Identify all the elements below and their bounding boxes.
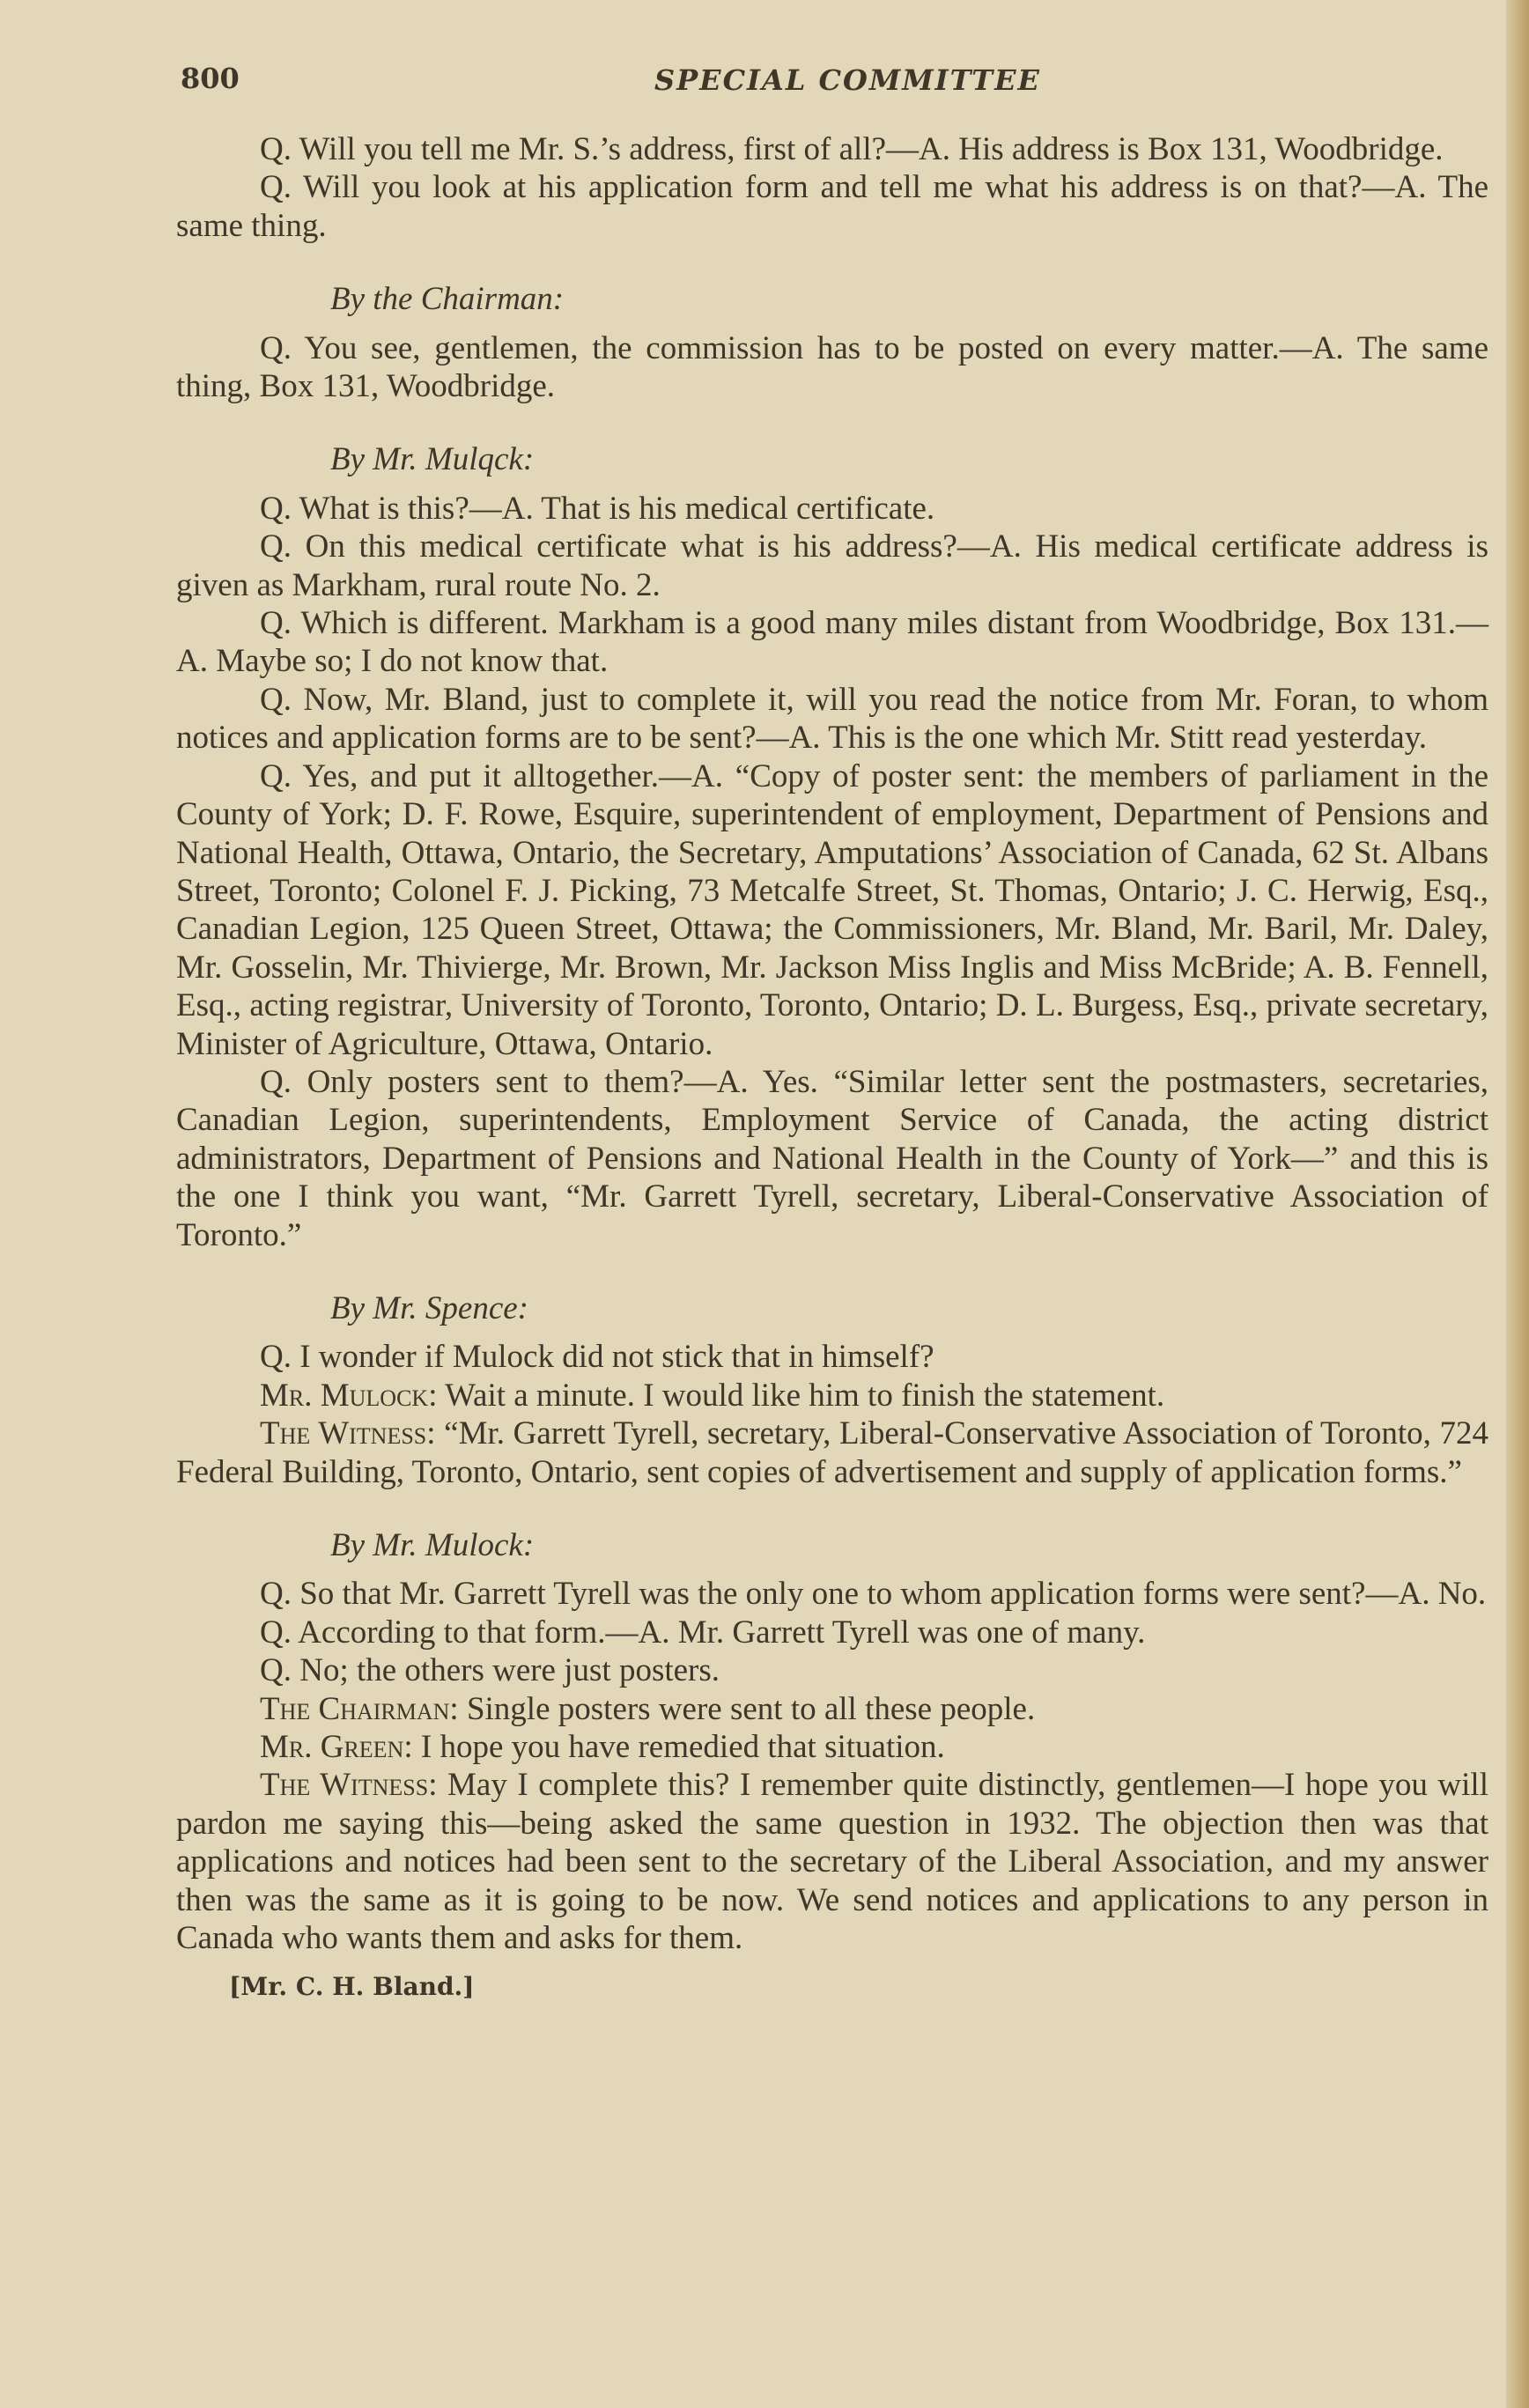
speech-text: : Single posters were sent to all these people.	[449, 1690, 1036, 1727]
transcript-paragraph: Q. Will you look at his application form and tell me what his address is on that?—A. The same thing.	[176, 169, 1488, 244]
page-edge	[1506, 0, 1529, 2408]
running-head: SPECIAL COMMITTEE	[654, 63, 1041, 97]
transcript-paragraph: Q. On this medical certificate what is his address?—A. His medical certificate address is given as Markham, rural route No. 2.	[176, 528, 1488, 603]
speaker-name: Mr. Mulock	[260, 1377, 429, 1414]
examiner-heading: By the Chairman:	[330, 281, 565, 318]
speech-paragraph	[176, 1377, 1488, 1415]
examiner-heading: By Mr. Spence:	[330, 1289, 528, 1326]
speech-paragraph	[176, 1690, 1488, 1728]
transcript-paragraph: Q. Only posters sent to them?—A. Yes. “Similar letter sent the postmasters, secretaries, Canadian Legion, superintendents, Employment Service of Canada, the acting district administrators, Department of Pensions and National Health in the County of York—” and this is the one I think you want, “Mr. Garrett Tyrell, secretary, Liberal-Conservative Association of Toronto.”	[176, 1063, 1488, 1253]
transcript-body	[176, 130, 1488, 2006]
witness-footer-note: [Mr. C. H. Bland.]	[229, 1972, 475, 2002]
examiner-heading: By Mr. Mulock:	[330, 1527, 535, 1563]
examiner-heading: By Mr. Mulqck:	[330, 441, 535, 478]
speaker-name: The Witness	[260, 1767, 429, 1804]
transcript-paragraph: Q. According to that form.—A. Mr. Garrett Tyrell was one of many.	[260, 1614, 1146, 1651]
transcript-paragraph: Q. What is this?—A. That is his medical certificate.	[260, 490, 935, 527]
speaker-name: Mr. Green	[260, 1729, 404, 1766]
transcript-paragraph: Q. Now, Mr. Bland, just to complete it, will you read the notice from Mr. Foran, to whom notices and application forms are to be sent?—A. This is the one which Mr. Stitt read yesterday.	[176, 681, 1488, 757]
speech-paragraph	[176, 1415, 1488, 1491]
transcript-paragraph: Q. I wonder if Mulock did not stick that in himself?	[260, 1339, 934, 1376]
transcript-paragraph: Q. So that Mr. Garrett Tyrell was the only one to whom application forms were sent?—A. No.	[260, 1576, 1487, 1613]
page-number: 800	[181, 62, 240, 95]
speech-text: : Wait a minute. I would like him to finish the statement.	[428, 1377, 1165, 1414]
transcript-paragraph: Q. Which is different. Markham is a good many miles distant from Woodbridge, Box 131.—A. Maybe so; I do not know that.	[176, 605, 1488, 680]
speech-paragraph	[176, 1728, 1488, 1766]
transcript-paragraph: Q. Yes, and put it alltogether.—A. “Copy of poster sent: the members of parliament in the County of York; D. F. Rowe, Esquire, superintendent of employment, Department of Pensions and National Health, Ottawa, Ontario, the Secretary, Amputations’ Association of Canada, 62 St. Albans Street, Toronto; Colonel F. J. Picking, 73 Metcalfe Street, St. Thomas, Ontario; J. C. Herwig, Esq., Canadian Legion, 125 Queen Street, Ottawa; the Commissioners, Mr. Bland, Mr. Baril, Mr. Daley, Mr. Gosselin, Mr. Thivierge, Mr. Brown, Mr. Jackson Miss Inglis and Miss McBride; A. B. Fennell, Esq., acting registrar, University of Toronto, Toronto, Ontario; D. L. Burgess, Esq., private secretary, Minister of Agriculture, Ottawa, Ontario.	[176, 757, 1488, 1062]
speech-text: : “Mr. Garrett Tyrell, secretary, Liberal-Conservative Association of Toronto, 724 Federal Building, Toronto, Ontario, sent copies of advertisement and supply of application forms.”	[176, 1415, 1488, 1490]
page-header	[181, 62, 1484, 102]
speech-paragraph	[176, 1766, 1488, 1957]
transcript-paragraph: Q. Will you tell me Mr. S.’s address, first of all?—A. His address is Box 131, Woodbridge.	[260, 131, 1444, 167]
transcript-paragraph: Q. You see, gentlemen, the commission has to be posted on every matter.—A. The same thing, Box 131, Woodbridge.	[176, 329, 1488, 405]
transcript-paragraph: Q. No; the others were just posters.	[260, 1652, 720, 1689]
speech-text: : May I complete this? I remember quite distinctly, gentlemen—I hope you will pardon me saying this—being asked the same question in 1932. The objection then was that applications and notices had been sent to the secretary of the Liberal Association, and my answer then was the same as it is going to be now. We send notices and applications to any person in Canada who wants them and asks for them.	[176, 1767, 1488, 1957]
speaker-name: The Chairman	[260, 1690, 450, 1727]
speaker-name: The Witness	[260, 1415, 427, 1452]
speech-text: : I hope you have remedied that situation.	[403, 1729, 945, 1766]
